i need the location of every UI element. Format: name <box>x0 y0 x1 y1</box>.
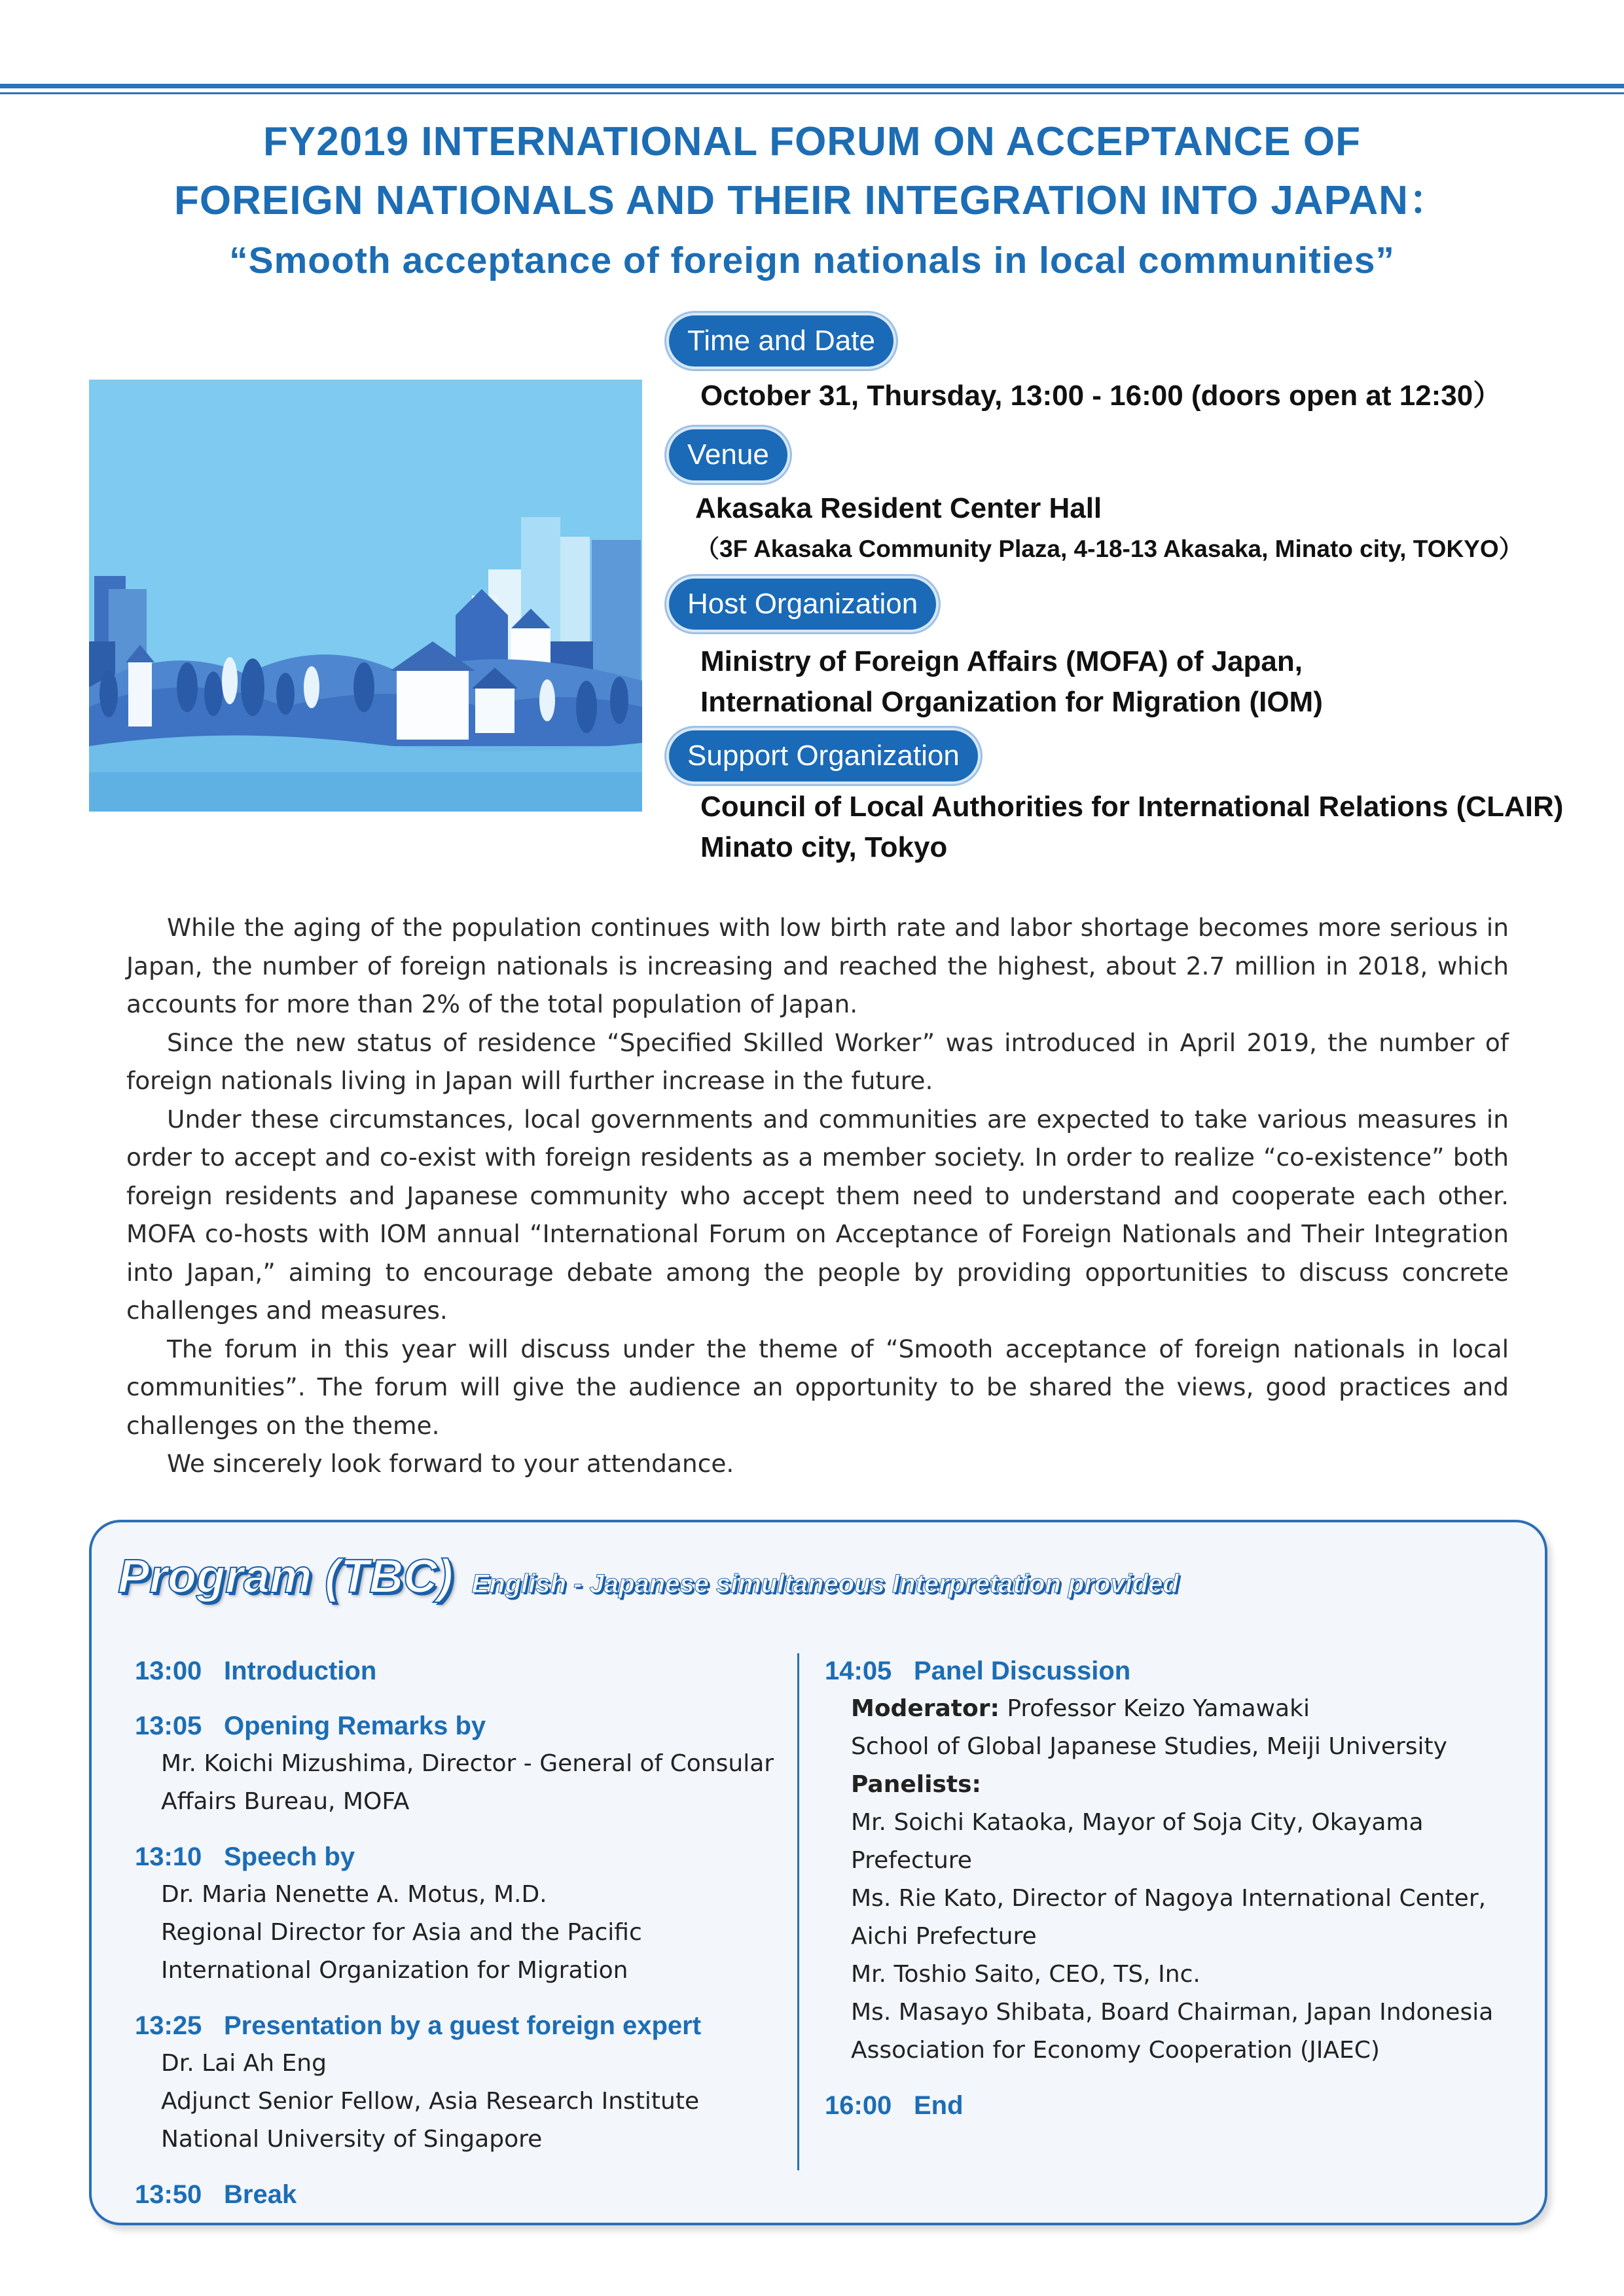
program-left-column <box>135 1652 776 2231</box>
city-illustration <box>89 380 642 812</box>
top-rule <box>0 84 1624 88</box>
program-title: Program (TBC) <box>118 1551 454 1603</box>
program-header <box>118 1550 1179 1604</box>
host-line-1: Ministry of Foreign Affairs (MOFA) of Japan, <box>700 645 1303 677</box>
intro-text <box>126 908 1509 1483</box>
item-detail: International Organization for Migration <box>161 1957 628 1984</box>
support-line-1: Council of Local Authorities for International Relations (CLAIR) <box>700 791 1564 823</box>
item-detail: Affairs Bureau, MOFA <box>161 1788 410 1815</box>
panelist-line: Mr. Soichi Kataoka, Mayor of Soja City, Okayama <box>851 1809 1424 1836</box>
program-item <box>135 2176 776 2214</box>
host-line-2: International Organization for Migration (IOM) <box>700 686 1323 718</box>
support-label: Support Organization <box>669 730 978 781</box>
moderator <box>825 1690 1512 1728</box>
item-time: 13:50 <box>135 2180 202 2209</box>
support-line-2: Minato city, Tokyo <box>700 831 948 863</box>
venue-label: Venue <box>669 429 787 480</box>
panelist-line: Aichi Prefecture <box>851 1923 1037 1950</box>
program-box <box>89 1520 1547 2225</box>
program-item <box>135 1652 776 1690</box>
item-detail: Mr. Koichi Mizushima, Director - General of Consular <box>161 1750 774 1777</box>
item-time: 16:00 <box>825 2091 892 2120</box>
paragraph: Under these circumstances, local governments and communities are expected to take various measures in order to accept and co-exist with foreign residents as a member society. In order to realize “co-existence” both foreign residents and Japanese community who accept them need to understand and cooperate each other. MOFA co-hosts with IOM annual “International Forum on Acceptance of Foreign Nationals and Their Integration into Japan,” aiming to encourage debate among the people by providing opportunities to discuss concrete challenges and measures. <box>126 1104 1509 1325</box>
program-subtitle: English - Japanese simultaneous Interpretation provided <box>471 1570 1179 1598</box>
panelist-line: Association for Economy Cooperation (JIAEC) <box>851 2037 1380 2064</box>
paragraph: We sincerely look forward to your attendance. <box>167 1449 734 1478</box>
panelist-line: Mr. Toshio Saito, CEO, TS, Inc. <box>851 1961 1200 1988</box>
panelist-line: Prefecture <box>851 1847 972 1874</box>
venue-address: （3F Akasaka Community Plaza, 4-18-13 Akasaka, Minato city, TOKYO） <box>695 535 1523 562</box>
moderator-name: Professor Keizo Yamawaki <box>999 1695 1310 1722</box>
item-title: End <box>914 2091 964 2120</box>
item-detail: National University of Singapore <box>161 2126 543 2153</box>
item-detail: Regional Director for Asia and the Pacific <box>161 1919 642 1946</box>
item-detail: Adjunct Senior Fellow, Asia Research Institute <box>161 2088 700 2115</box>
item-title: Break <box>224 2180 297 2209</box>
program-item <box>825 2087 1512 2125</box>
header <box>0 113 1624 291</box>
item-detail: Dr. Maria Nenette A. Motus, M.D. <box>161 1881 547 1908</box>
item-detail: Dr. Lai Ah Eng <box>161 2050 327 2077</box>
program-right-column <box>825 1652 1512 2142</box>
item-time: 13:00 <box>135 1657 202 1685</box>
panelist-line: Ms. Masayo Shibata, Board Chairman, Japan Indonesia <box>851 1999 1494 2026</box>
item-time: 14:05 <box>825 1657 892 1685</box>
column-divider <box>797 1653 799 2170</box>
item-title: Presentation by a guest foreign expert <box>224 2011 702 2040</box>
item-time: 13:10 <box>135 1842 202 1871</box>
host-organizations <box>700 641 1323 723</box>
title-line-2: FOREIGN NATIONALS AND THEIR INTEGRATION INTO JAPAN： <box>174 178 1450 223</box>
title-line-1: FY2019 INTERNATIONAL FORUM ON ACCEPTANCE OF <box>263 119 1361 164</box>
item-time: 13:25 <box>135 2011 202 2040</box>
item-time: 13:05 <box>135 1712 202 1740</box>
program-item <box>825 1652 1512 2070</box>
program-item <box>135 1707 776 1821</box>
item-title: Panel Discussion <box>914 1657 1131 1685</box>
panelists-label: Panelists: <box>851 1771 981 1798</box>
paragraph: The forum in this year will discuss under the theme of “Smooth acceptance of foreign nationals in local communities”. The forum will give the audience an opportunity to be shared the views, good practices and challenges on the theme. <box>126 1334 1509 1440</box>
program-item <box>135 1838 776 1990</box>
paragraph: While the aging of the population continues with low birth rate and labor shortage becomes more serious in Japan, the number of foreign nationals is increasing and reached the highest, about 2.7 million in 2018, which accounts for more than 2% of the total population of Japan. <box>126 913 1509 1018</box>
moderator-label: Moderator: <box>851 1695 1000 1722</box>
host-label: Host Organization <box>669 579 936 630</box>
top-rule-thin <box>0 92 1624 94</box>
subtitle: “Smooth acceptance of foreign nationals in local communities” <box>229 240 1395 281</box>
date-text: October 31, Thursday, 13:00 - 16:00 (doors open at 12:30） <box>700 380 1502 412</box>
panelists-heading <box>825 1766 1512 1804</box>
program-item <box>135 2007 776 2159</box>
item-title: Opening Remarks by <box>224 1712 486 1740</box>
moderator-affiliation: School of Global Japanese Studies, Meiji University <box>851 1733 1447 1760</box>
item-title: Introduction <box>224 1657 377 1685</box>
item-title: Speech by <box>224 1842 355 1871</box>
venue-name: Akasaka Resident Center Hall <box>695 492 1102 524</box>
paragraph: Since the new status of residence “Specified Skilled Worker” was introduced in April 2019, the number of foreign nationals living in Japan will further increase in the future. <box>126 1028 1509 1095</box>
time-date-label: Time and Date <box>669 315 893 367</box>
panelist-line: Ms. Rie Kato, Director of Nagoya International Center, <box>851 1885 1487 1912</box>
support-organizations <box>700 787 1563 868</box>
